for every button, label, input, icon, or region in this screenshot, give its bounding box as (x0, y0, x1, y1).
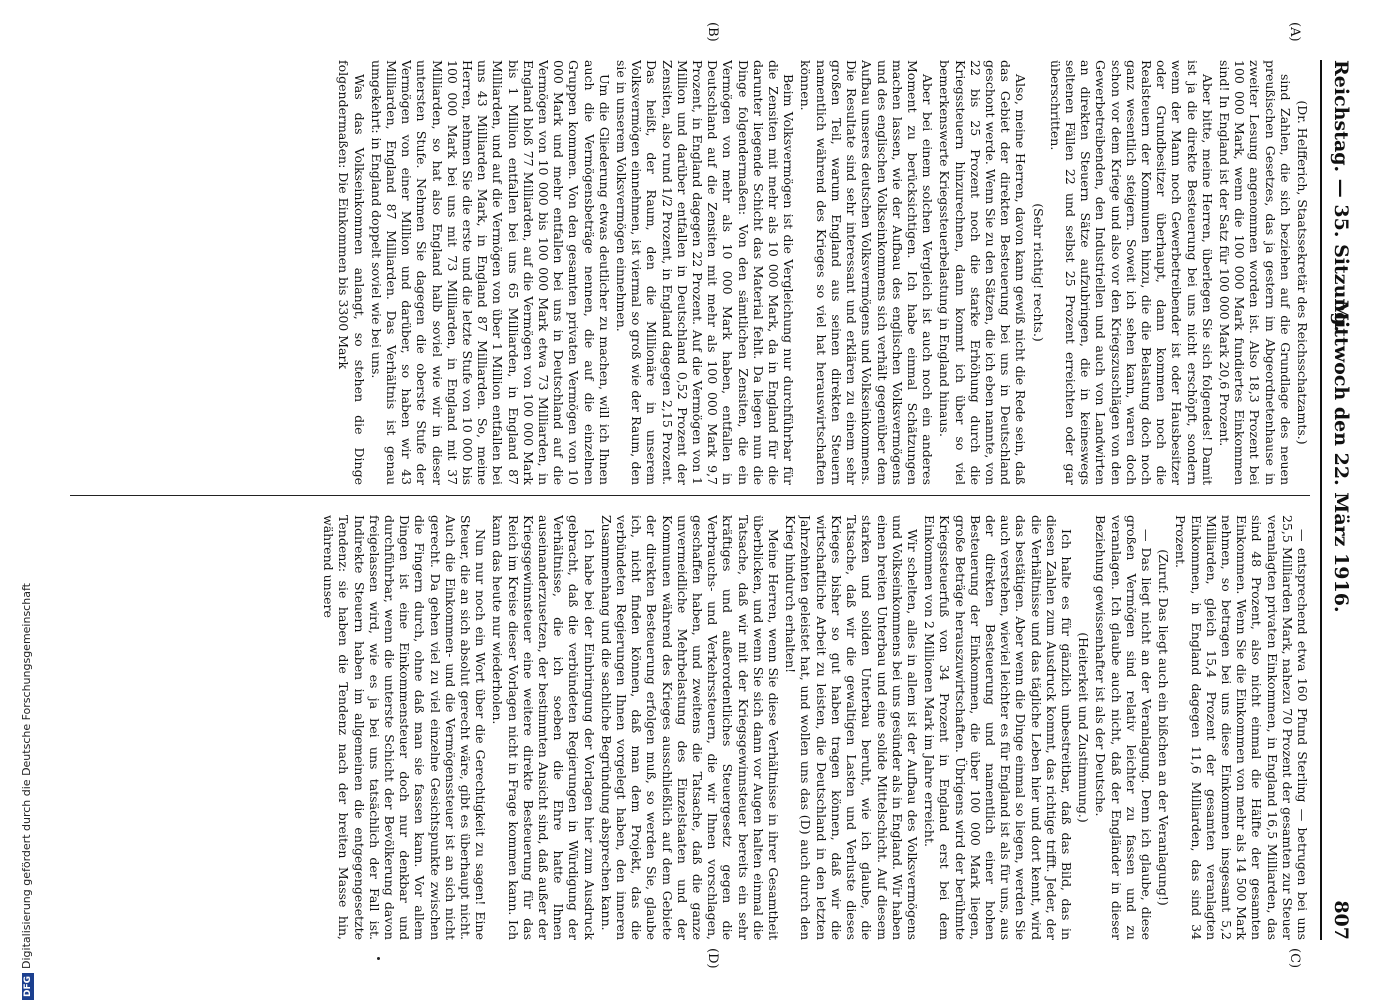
paragraph: Beim Volksvermögen ist die Vergleichung nur durchführbar für die Zensiten mit mehr als 10 000 Mark, da in England für die darunter liegende Schicht das Material fehlt. Da liegen nun die Dinge folgendermaßen: Von den sämtlichen Zensiten, die ein Vermögen von mehr als 10 000 Mark haben, entfallen in Deutschland auf die Zensiten mit mehr als 100 000 Mark 9,7 Prozent, in England dagegen 22 Prozent. Auf die Vermögen von 1 Million und darüber entfallen in Deutschland 0,52 Prozent der Zensiten, also rund 1/2 Prozent, in England dagegen 2,15 Prozent. Das heißt, der Raum, den die Millionäre in unserem Volksvermögen einnehmen, ist viermal so groß wie der Raum, den sie in unserem Volksvermögen einnehmen. (614, 60, 797, 485)
paragraph: — entsprechend etwa 160 Pfund Sterling — betrugen bei uns 25,5 Milliarden Mark, nahezu 70 Prozent der gesamten zur Steuer veranlagten privaten Einkommen, in England 16,5 Milliarden, das sind 48 Prozent, also nicht einmal die Hälfte der gesamten Einkommen. Wenn Sie die Einkommen von mehr als 14 500 Mark nehmen, so betragen bei uns diese Einkommen insgesamt 5,2 Milliarden, gleich 15,4 Prozent der gesamten veranlagten Einkommen, in England dagegen 11,6 Milliarden, das sind 34 Prozent. (1173, 515, 1310, 940)
paragraph: sind Zahlen, die sich beziehen auf die Grundlage des neuen preußischen Gesetzes, das ja gestern im Abgeordnetenhause in zweiter Lesung angenommen worden ist. Also 18,3 Prozent bei 100 000 Mark, wenn die 100 000 Mark fundiertes Einkommen sind! In England ist der Satz für 100 000 Mark 20,6 Prozent. (1216, 60, 1293, 485)
paragraph: Aber bei einem solchen Vergleich ist auch noch ein anderes Moment zu berücksichtigen. Ich habe einmal Schätzungen machen lassen, wie der Aufbau des englischen Volksvermögens und des englischen Volkseinkommens sich verhält gegenüber dem Aufbau unseres deutschen Volksvermögens und Volkseinkommens. Die Resultate sind sehr interessant und erklären zu einem sehr großen Teil, warum England aus seinen direkten Steuern namentlich während des Krieges so viel hat herauswirtschaften können. (798, 60, 936, 485)
margin-mark-c: (C) (1287, 948, 1302, 969)
margin-mark-b: (B) (705, 22, 720, 42)
paragraph: Nun nur noch ein Wort über die Gerechtigkeit zu sagen! Eine Steuer, die an sich absolut gerecht wäre, gibt es überhaupt nicht. Auch die Einkommen- und die Vermögenssteuer ist an sich nicht gerecht. Da gehen viel zu viel einzelne Gesichtspunkte zwischen die Fingern durch, ohne daß man sie fassen kann. Vor allem Dingen ist eine Einkommensteuer doch nur denkbar und durchführbar, wenn die unterste Schicht der Bevölkerung davon freigelassen wird, wie es ja bei uns tatsächlich der Fall ist. Indirekte Steuern haben im allgemeinen die entgegengesetzte Tendenz: sie haben die Tendenz nach der breiten Masse hin, während unsere (321, 515, 489, 940)
interjection: (Heiterkeit und Zustimmung.) (1076, 632, 1092, 823)
page-number: 807 (1330, 900, 1352, 940)
page-header (1320, 60, 1352, 940)
paragraph: Meine Herren, wenn Sie diese Verhältnisse in ihrer Gesamtheit überblicken, und wenn Sie sich dann vor Augen halten einmal die Tatsache, daß wir mit der Kriegsgewinnsteuer bereits ein sehr kräftiges und außerordentliches Steuergesetz gegen die Verbrauchs- und Verkehrssteuern, die wir Ihnen vorschlagen, geschaffen haben, und zweitens die Tatsache, daß die ganze unvermeidliche Mehrbelastung des Einzelstaaten und der Kommunen während des Krieges ausschließlich auf dem Gebiete der direkten Besteuerung erfolgen muß, so werden Sie, glaube ich, nicht finden können, daß man dem Projekt, das die verbündeten Regierungen Ihnen vorgelegt haben, den inneren Zusammenhang und die sachliche Begründung absprechen kann. (598, 515, 782, 940)
scan-speck (377, 957, 380, 960)
footer-credit-text (20, 583, 34, 1000)
footer-credit (0, 0, 40, 1000)
paragraph: Aber bitte, meine Herren, überlegen Sie sich folgendes! Damit ist ja die direkte Besteuerung bei uns nicht erschöpft, sondern wenn der Mann noch Gewerbetreibender ist oder Hausbesitzer oder Grundbesitzer überhaupt, dann kommen noch die Realsteuern der Kommunen hinzu, die die Belastung doch noch ganz wesentlich steigern. Soweit ich sehen kann, waren doch schon vor dem Kriege und also vor den Kriegszuschlägen von den Gewerbetreibenden, den Industriellen und auch von Landwirten an direkten Steuern Sätze aufzubringen, die in keineswegs seltenen Fällen 22 und selbst 25 Prozent erreichten oder gar überschritten. (1047, 60, 1215, 485)
paragraph: Ich halte es für gänzlich unbestreitbar, daß das Bild, das in diesen Zahlen zum Ausdruck kommt, das richtige trifft. Jeder, der die Verhältnisse und das tägliche Leben hier und dort kennt, wird das bestätigen. Aber wenn die Dinge einmal so liegen, werden Sie auch verstehen, wieviel leichter es für England ist als für uns, aus der direkten Besteuerung und namentlich einer hohen Besteuerung der Einkommen, die über 100 000 Mark liegen, große Beträge herauszuwirtschaften. Übrigens wird der berühmte Kriegssteuerfuß von 34 Prozent in England erst bei dem Einkommen von 2 Millionen Mark im Jahre erreicht. (922, 515, 1074, 940)
paragraph: Ich habe bei der Einbringung der Vorlagen hier zum Ausdruck gebracht, daß die verbündeten Regierungen in Würdigung der Verhältnisse, die ich soeben die Ehre hatte Ihnen auseinanderzusetzen, der bestimmten Ansicht sind, daß außer der Kriegsgewinnsteuer eine weitere direkte Besteuerung für das Reich im Kreise dieser Vorlagen nicht in Frage kommen kann. Ich kann das heute nur wiederholen. (490, 515, 597, 940)
header-date: Mittwoch den 22. März 1916. (1330, 300, 1352, 613)
interjection: (Zuruf: Das liegt auch ein bißchen an der Veranlagung!) (1156, 549, 1172, 906)
left-column (70, 60, 1310, 485)
paragraph: Wir schelten, alles in allem ist der Aufbau des Volksvermögens und Volkseinkommens bei uns gesünder als in England. Wir haben einen breiten Unterbau und eine solide Mittelschicht. Auf diesem starken und soliden Unterbau beruht, wie ich glaube, die Tatsache, daß wir die gewaltigen Lasten und Verluste dieses Krieges bisher so gut haben tragen können, daß wir die wirtschaftliche Arbeit zu leisten, die Deutschland in den letzten Jahrzehnten geleistet hat, und wollen uns das (D) auch durch den Krieg hindurch erhalten! (783, 515, 920, 940)
column-divider (70, 495, 1310, 496)
paragraph: Also, meine Herren, davon kann gewiß nicht die Rede sein, daß das Gebiet der direkten Besteuerung bei uns in Deutschland geschont werde. Wenn Sie zu den Sätzen, die ich eben nannte, von 22 bis 25 Prozent noch die starke Erhöhung durch die Kriegssteuern hinzurechnen, dann kommt ich über so viel bemerkenswerte Kriegssteuerbelastung in England hinaus. (937, 60, 1029, 485)
dfg-logo: DFG (22, 973, 34, 1000)
paragraph: — Das liegt nicht an der Veranlagung. Denn ich glaube, diese großen Vermögen sind relativ leichter zu fassen und zu veranlagen. Ich glaube auch nicht, daß der Engländer in dieser Beziehung gewissenhafter ist als der Deutsche. (1093, 515, 1154, 940)
paragraph: Um die Gliederung etwas deutlicher zu machen, will ich Ihnen auch die Vermögensbeträge nennen, die auf die einzelnen Gruppen kommen. Von den gesamten privaten Vermögen von 10 000 Mark und mehr entfallen bei uns in Deutschland auf die Vermögen von 10 000 bis 100 000 Mark etwa 73 Milliarden, in England bloß 77 Milliarden, auf die Vermögen von 100 000 Mark bis 1 Million entfallen bei uns 65 Milliarden, in England 87 Milliarden, und auf die Vermögen von über 1 Million entfallen bei uns 43 Milliarden Mark, in England 87 Milliarden. So, meine Herren, nehmen Sie die erste und die letzte Stufe von 10 000 bis 100 000 Mark bei uns mit 73 Milliarden, in England mit 37 Milliarden, so hat also England halb soviel wie wir in dieser untersten Stufe. Nehmen Sie dagegen die oberste Stufe der Vermögen von einer Million und darüber, so haben wir 43 Milliarden, England 87 Milliarden. Das Verhältnis ist genau umgekehrt: in England doppelt soviel wie bei uns. (368, 60, 612, 485)
funding-credit: Digitalisierung gefördert durch die Deutsche Forschungsgemeinschaft (20, 583, 33, 969)
right-column (70, 515, 1310, 940)
interjection: (Sehr richtig! rechts.) (1030, 203, 1046, 342)
paragraph: Was das Volkseinkommen anlangt, so stehen die Dinge folgendermaßen: Die Einkommen bis 3300 Mark (336, 60, 367, 485)
speaker-line: (Dr. Helfferich, Staatssekretär des Reichsschatzamts.) (1295, 100, 1310, 445)
margin-mark-d: (D) (705, 948, 720, 969)
header-session: Reichstag. — 35. Sitzung. (1330, 60, 1352, 333)
margin-mark-a: (A) (1287, 22, 1302, 42)
